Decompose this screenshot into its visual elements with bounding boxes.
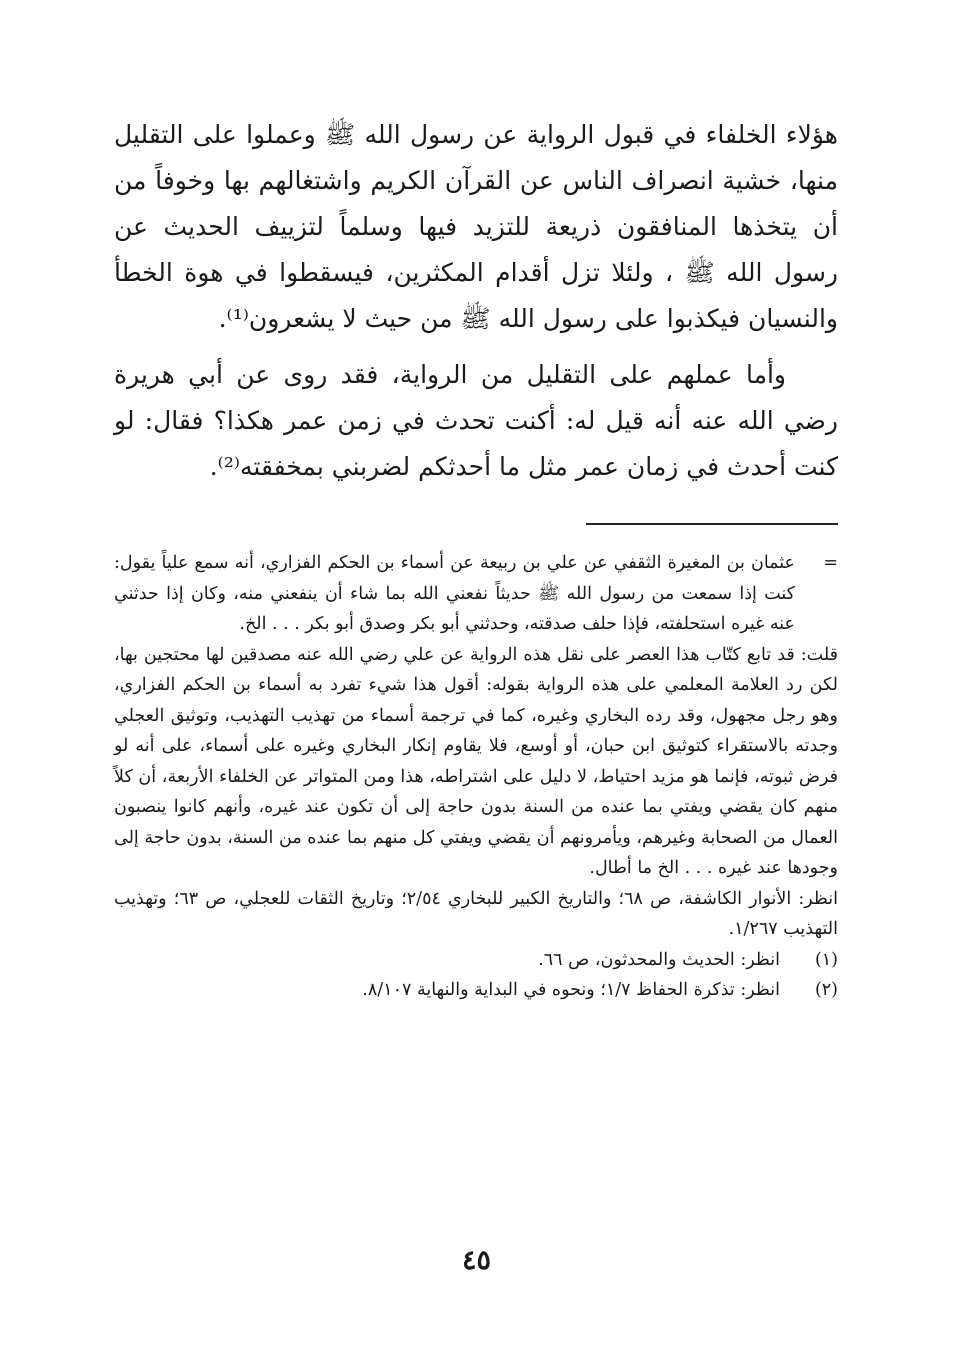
body-paragraph: هؤلاء الخلفاء في قبول الرواية عن رسول الله ﷺ وعملوا على التقليل منها، خشية انصراف الناس عن القرآن الكريم واشتغالهم بها وخوفاً من أن يتخذها المنافقون ذريعة للتزيد فيها وسلماً لتزييف الحديث عن رسول الله ﷺ ، ولئلا تزل أقدام المكثرين، فيسقطوا في هوة الخطأ والنسيان فيكذبوا على رسول الله ﷺ من حيث لا يشعرون⁽¹⁾. [114, 120, 838, 333]
footnote-text: انظر: الحديث والمحدثون، ص ٦٦. [538, 949, 780, 970]
footnote-continuation [114, 548, 838, 640]
footnote-sources: انظر: الأنوار الكاشفة، ص ٦٨؛ والتاريخ الكبير للبخاري ٢/٥٤؛ وتاريخ الثقات للعجلي، ص ٦٣؛ وتهذيب التهذيب ١/٢٦٧. [114, 888, 838, 939]
body-paragraph: وأما عملهم على التقليل من الرواية، فقد روى عن أبي هريرة رضي الله عنه أنه قيل له: أكنت تحدث في زمن عمر هكذا؟ فقال: لو كنت أحدث في زمان عمر مثل ما أحدثكم لضربني بمخفقته⁽²⁾. [114, 360, 838, 481]
footnote-separator [586, 523, 838, 525]
page-number: ٤٥ [461, 1245, 491, 1276]
continuation-mark: = [823, 553, 838, 573]
main-text [114, 112, 838, 490]
footnote-item [114, 945, 838, 976]
footnotes [114, 548, 838, 1006]
footnote-item [114, 975, 838, 1006]
footnote-number: (١) [814, 949, 838, 970]
footnote-text: انظر: تذكرة الحفاظ ١/٧؛ ونحوه في البداية والنهاية ٨/١٠٧. [362, 980, 780, 1000]
footnote-text: عثمان بن المغيرة الثقفي عن علي بن ربيعة عن أسماء بن الحكم الفزاري، أنه سمع علياً يقول: كنت إذا سمعت من رسول الله ﷺ حديثاً نفعني الله بما شاء أن ينفعني منه، وكان إذا حدثني عنه غيره استحلفته، فإذا حلف صدقته، وحدثني أبو بكر وصدق أبو بكر . . . الخ. [114, 553, 795, 634]
footnote-comment: قلت: قد تابع كتّاب هذا العصر على نقل هذه الرواية عن علي رضي الله عنه مصدقين لها محتجين بها، لكن رد العلامة المعلمي على هذه الرواية بقوله: أقول هذا شيء تفرد به أسماء بن الحكم الفزاري، وهو رجل مجهول، وقد رده البخاري وغيره، كما في ترجمة أسماء من تهذيب التهذيب، وتوثيق العجلي وجدته بالاستقراء كتوثيق ابن حبان، أو أوسع، فلا يقاوم إنكار البخاري وغيره على أسماء، على أنه لو فرض ثبوته، فإنما هو مزيد احتياط، لا دليل على اشتراطه، هذا ومن المتواتر عن الخلفاء الأربعة، أن كلاً منهم كان يقضي ويفتي بما عنده من السنة بدون حاجة إلى أن تكون عند غيره، وأنهم كانوا ينصبون العمال من الصحابة وغيرهم، ويأمرونهم أن يقضي ويفتي كل منهم بما عنده من السنة، بدون حاجة إلى وجودها عند غيره . . . الخ ما أطال. [114, 644, 838, 878]
footnote-number: (٢) [814, 980, 838, 1000]
